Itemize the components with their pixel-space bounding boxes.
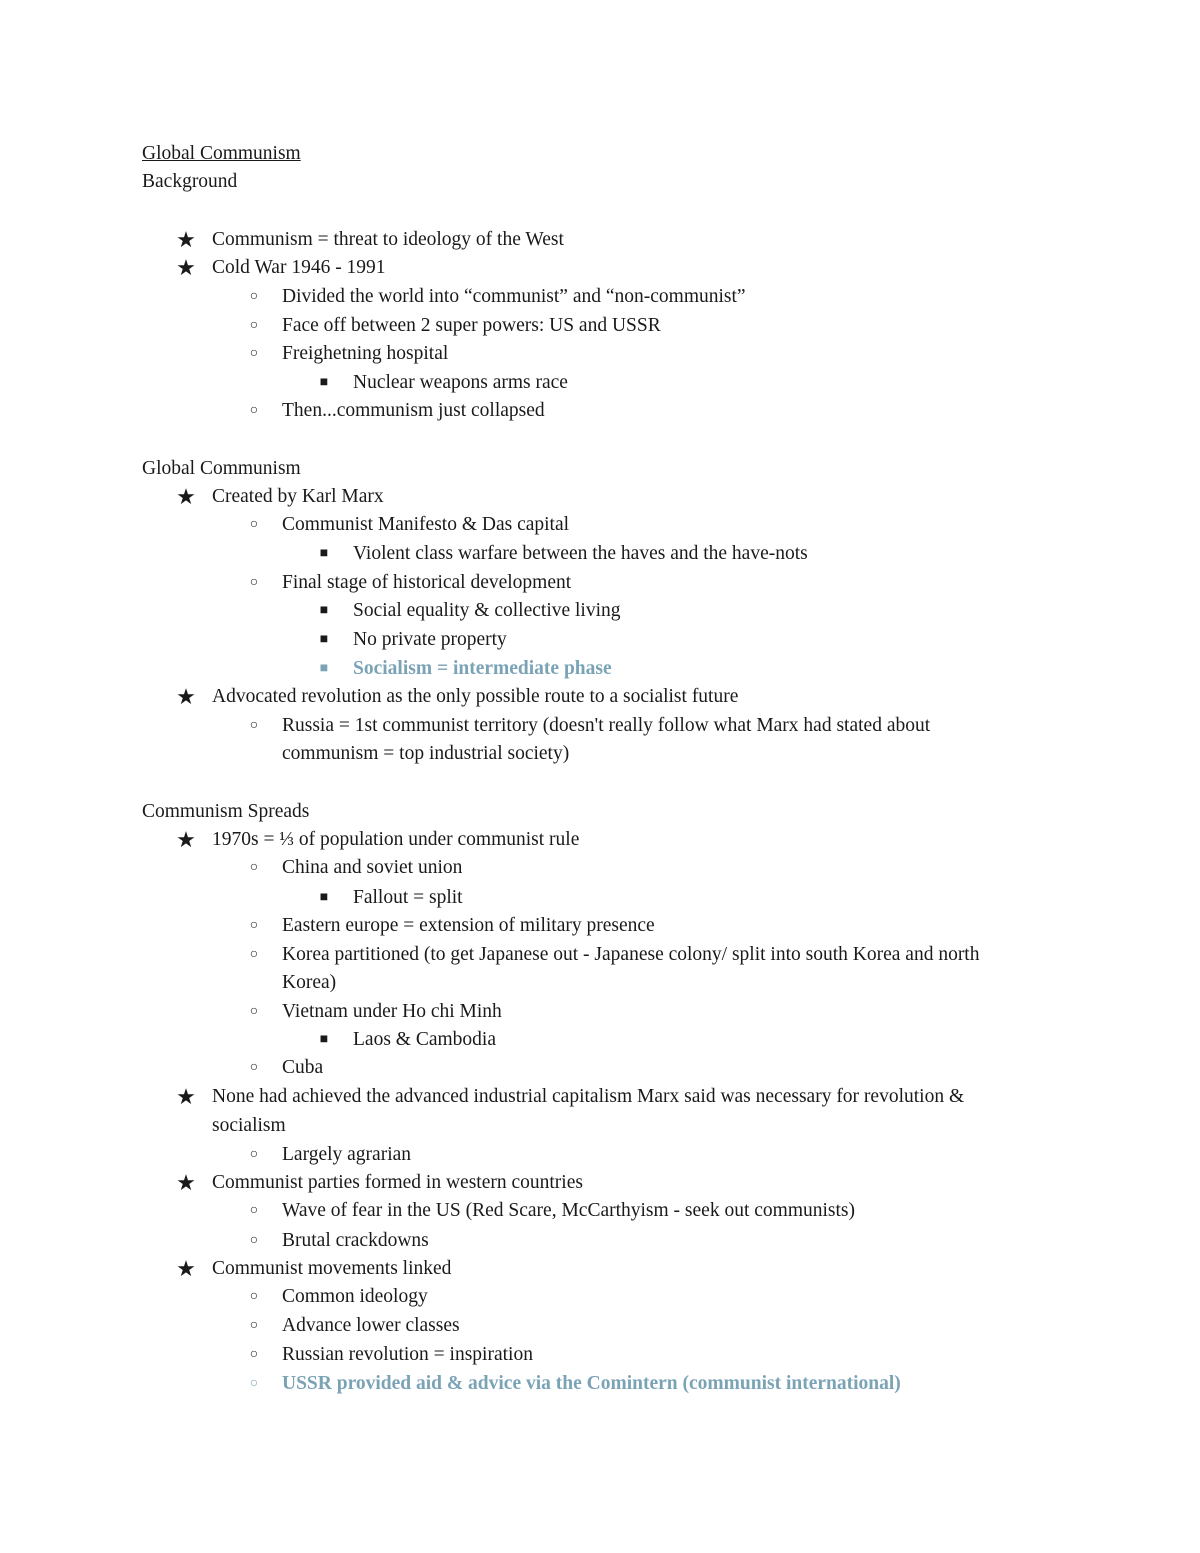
list-item: ○ Advance lower classes (0, 1312, 1200, 1340)
star-bullet-icon: ★ (176, 1084, 196, 1109)
list-item: ■ Laos & Cambodia (0, 1026, 1200, 1054)
list-item: ■ Nuclear weapons arms race (0, 369, 1200, 397)
list-item: ○ Brutal crackdowns (0, 1227, 1200, 1255)
list-item: ■ Violent class warfare between the haves and the have-nots (0, 540, 1200, 568)
circle-bullet-icon: ○ (249, 1376, 259, 1391)
circle-bullet-icon: ○ (249, 1318, 259, 1333)
list-item: ○ China and soviet union (0, 854, 1200, 882)
section-heading-global-communism: Global Communism (142, 458, 301, 479)
star-bullet-icon: ★ (176, 1170, 196, 1195)
list-item: ○ Wave of fear in the US (Red Scare, McCarthyism - seek out communists) (0, 1197, 1200, 1225)
list-item: ★ Advocated revolution as the only possible route to a socialist future (0, 683, 1200, 711)
square-bullet-icon: ■ (319, 603, 329, 618)
square-bullet-icon: ■ (319, 546, 329, 561)
star-bullet-icon: ★ (176, 484, 196, 509)
list-item: ■ Social equality & collective living (0, 597, 1200, 625)
list-item: ■ Fallout = split (0, 884, 1200, 912)
circle-bullet-icon: ○ (249, 346, 259, 361)
circle-bullet-icon: ○ (249, 289, 259, 304)
circle-bullet-icon: ○ (249, 575, 259, 590)
list-item: ■ No private property (0, 626, 1200, 654)
list-item: ★ Communist parties formed in western countries (0, 1169, 1200, 1197)
list-item: ○ Vietnam under Ho chi Minh (0, 998, 1200, 1026)
list-item-continuation: socialism (212, 1115, 286, 1136)
square-bullet-icon: ■ (319, 1032, 329, 1047)
circle-bullet-icon: ○ (249, 947, 259, 962)
circle-bullet-icon: ○ (249, 1004, 259, 1019)
square-bullet-icon: ■ (319, 632, 329, 647)
square-bullet-icon: ■ (319, 661, 329, 676)
list-item-highlighted: ○ USSR provided aid & advice via the Comintern (communist international) (0, 1370, 1200, 1398)
circle-bullet-icon: ○ (249, 403, 259, 418)
list-item: ○ Face off between 2 super powers: US and USSR (0, 312, 1200, 340)
square-bullet-icon: ■ (319, 375, 329, 390)
circle-bullet-icon: ○ (249, 860, 259, 875)
list-item: ○ Divided the world into “communist” and “non-communist” (0, 283, 1200, 311)
circle-bullet-icon: ○ (249, 517, 259, 532)
circle-bullet-icon: ○ (249, 1347, 259, 1362)
circle-bullet-icon: ○ (249, 1233, 259, 1248)
list-item: ○ Final stage of historical development (0, 569, 1200, 597)
list-item: ○ Russia = 1st communist territory (doesn't really follow what Marx had stated about (0, 712, 1200, 740)
circle-bullet-icon: ○ (249, 1289, 259, 1304)
list-item-continuation: Korea) (282, 972, 337, 993)
list-item: ○ Cuba (0, 1054, 1200, 1082)
circle-bullet-icon: ○ (249, 1203, 259, 1218)
list-item: ★ None had achieved the advanced industrial capitalism Marx said was necessary for revolution & (0, 1083, 1200, 1111)
document-title: Global Communism (142, 143, 301, 164)
circle-bullet-icon: ○ (249, 718, 259, 733)
list-item-continuation: communism = top industrial society) (282, 743, 570, 764)
star-bullet-icon: ★ (176, 1256, 196, 1281)
square-bullet-icon: ■ (319, 890, 329, 905)
section-heading-communism-spreads: Communism Spreads (142, 801, 310, 822)
list-item: ○ Russian revolution = inspiration (0, 1341, 1200, 1369)
list-item: ★ Communism = threat to ideology of the West (0, 226, 1200, 254)
star-bullet-icon: ★ (176, 255, 196, 280)
list-item-highlighted: ■ Socialism = intermediate phase (0, 655, 1200, 683)
list-item: ○ Largely agrarian (0, 1141, 1200, 1169)
circle-bullet-icon: ○ (249, 918, 259, 933)
star-bullet-icon: ★ (176, 684, 196, 709)
circle-bullet-icon: ○ (249, 318, 259, 333)
list-item: ○ Korea partitioned (to get Japanese out - Japanese colony/ split into south Korea and north (0, 941, 1200, 969)
list-item: ○ Communist Manifesto & Das capital (0, 511, 1200, 539)
star-bullet-icon: ★ (176, 827, 196, 852)
list-item: ○ Common ideology (0, 1283, 1200, 1311)
list-item: ★ Communist movements linked (0, 1255, 1200, 1283)
list-item: ★ Cold War 1946 - 1991 (0, 254, 1200, 282)
circle-bullet-icon: ○ (249, 1147, 259, 1162)
list-item: ○ Eastern europe = extension of military presence (0, 912, 1200, 940)
star-bullet-icon: ★ (176, 227, 196, 252)
list-item: ○ Then...communism just collapsed (0, 397, 1200, 425)
circle-bullet-icon: ○ (249, 1060, 259, 1075)
list-item: ○ Freighetning hospital (0, 340, 1200, 368)
section-heading-background: Background (142, 171, 238, 192)
list-item: ★ Created by Karl Marx (0, 483, 1200, 511)
list-item: ★ 1970s = ⅓ of population under communist rule (0, 826, 1200, 854)
